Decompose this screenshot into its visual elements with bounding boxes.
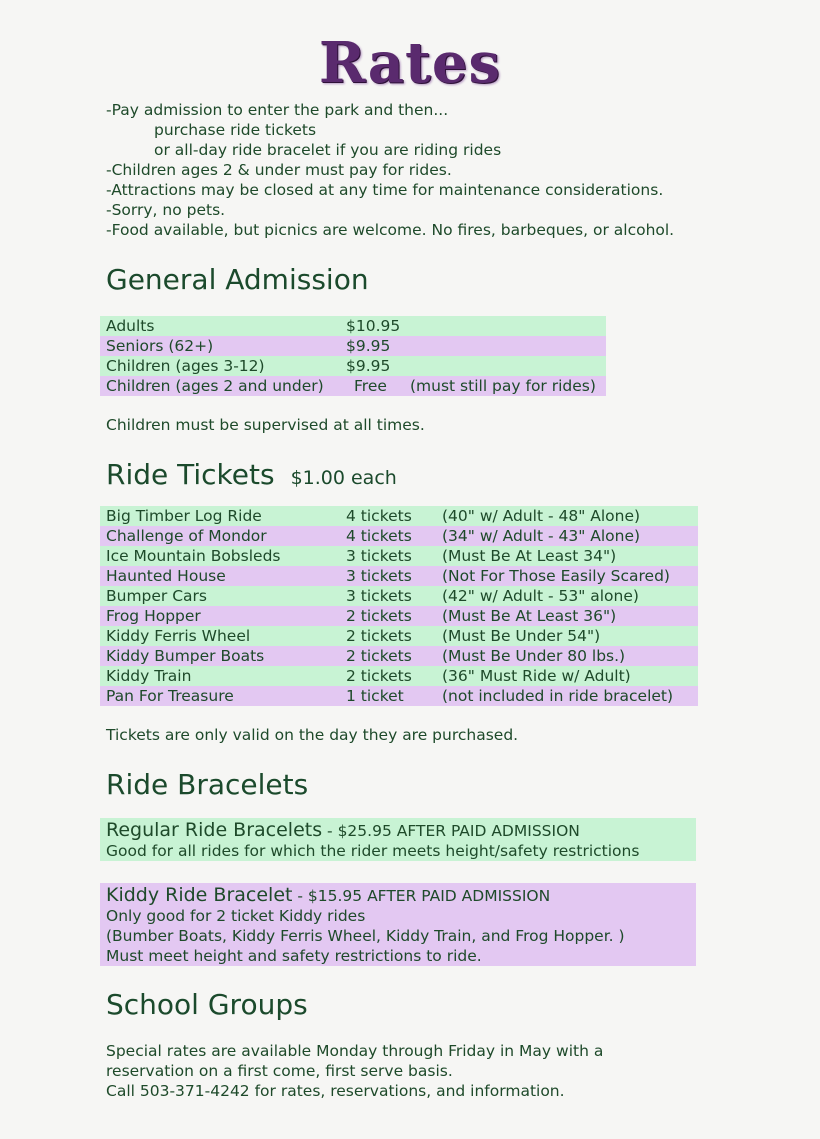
intro-line: -Children ages 2 & under must pay for rides. <box>106 161 452 179</box>
regular-bracelet-title <box>106 820 690 841</box>
admission-table <box>100 316 606 396</box>
intro-notes <box>106 100 674 240</box>
table-row <box>100 356 606 376</box>
ride-name: Big Timber Log Ride <box>106 507 262 525</box>
ride-ticket-count: 3 tickets <box>346 587 412 605</box>
school-groups-line: reservation on a first come, first serve basis. <box>106 1062 453 1080</box>
admission-price: $9.95 <box>346 337 391 355</box>
school-groups-line: Call 503-371-4242 for rates, reservations, and information. <box>106 1082 565 1100</box>
regular-bracelet-desc: Good for all rides for which the rider meets height/safety restrictions <box>106 842 640 860</box>
admission-label: Children (ages 3-12) <box>106 357 265 375</box>
ride-name: Challenge of Mondor <box>106 527 267 545</box>
table-row <box>100 526 698 546</box>
kiddy-bracelet-desc: Only good for 2 ticket Kiddy rides <box>106 907 366 925</box>
regular-bracelet-box <box>100 818 696 861</box>
ride-ticket-count: 2 tickets <box>346 627 412 645</box>
regular-bracelet-price: - $25.95 AFTER PAID ADMISSION <box>322 822 580 840</box>
kiddy-bracelet-desc: Must meet height and safety restrictions to ride. <box>106 947 482 965</box>
admission-label: Children (ages 2 and under) <box>106 377 324 395</box>
ride-name: Ice Mountain Bobsleds <box>106 547 281 565</box>
table-row <box>100 626 698 646</box>
admission-label: Seniors (62+) <box>106 337 214 355</box>
kiddy-bracelet-desc: (Bumber Boats, Kiddy Ferris Wheel, Kiddy Train, and Frog Hopper. ) <box>106 927 625 945</box>
ride-restriction: (not included in ride bracelet) <box>442 687 674 705</box>
school-groups-text <box>106 1041 603 1101</box>
kiddy-bracelet-price: - $15.95 AFTER PAID ADMISSION <box>292 887 551 905</box>
ride-restriction: (Not For Those Easily Scared) <box>442 567 670 585</box>
admission-footer: Children must be supervised at all times. <box>106 416 425 434</box>
ride-tickets-price: $1.00 each <box>290 467 397 489</box>
ride-bracelets-heading: Ride Bracelets <box>106 768 309 801</box>
ride-restriction: (34" w/ Adult - 43" Alone) <box>442 527 641 545</box>
ride-restriction: (Must Be Under 80 lbs.) <box>442 647 626 665</box>
ride-name: Frog Hopper <box>106 607 201 625</box>
ride-ticket-count: 1 ticket <box>346 687 404 705</box>
table-row <box>100 316 606 336</box>
table-row <box>100 666 698 686</box>
table-row <box>100 586 698 606</box>
intro-line: -Sorry, no pets. <box>106 201 226 219</box>
school-groups-line: Special rates are available Monday through Friday in May with a <box>106 1042 604 1060</box>
table-row <box>100 686 698 706</box>
ride-restriction: (36" Must Ride w/ Adult) <box>442 667 631 685</box>
ride-ticket-count: 3 tickets <box>346 547 412 565</box>
kiddy-bracelet-title <box>106 885 690 906</box>
ride-name: Bumper Cars <box>106 587 207 605</box>
ride-restriction: (Must Be Under 54") <box>442 627 601 645</box>
ride-restriction: (Must Be At Least 34") <box>442 547 617 565</box>
ride-name: Pan For Treasure <box>106 687 234 705</box>
intro-line: or all-day ride bracelet if you are riding rides <box>154 141 502 159</box>
ride-ticket-count: 3 tickets <box>346 567 412 585</box>
table-row <box>100 606 698 626</box>
intro-line: -Attractions may be closed at any time for maintenance considerations. <box>106 181 664 199</box>
school-groups-heading: School Groups <box>106 988 308 1021</box>
ride-restriction: (Must Be At Least 36") <box>442 607 617 625</box>
table-row <box>100 646 698 666</box>
ride-name: Kiddy Train <box>106 667 192 685</box>
admission-price: $10.95 <box>346 317 401 335</box>
ride-tickets-table <box>100 506 698 706</box>
table-row <box>100 566 698 586</box>
ride-tickets-footer: Tickets are only valid on the day they are purchased. <box>106 726 519 744</box>
intro-line: -Pay admission to enter the park and then... <box>106 101 449 119</box>
table-row <box>100 376 606 396</box>
table-row <box>100 336 606 356</box>
ride-ticket-count: 2 tickets <box>346 647 412 665</box>
kiddy-bracelet-name: Kiddy Ride Bracelet <box>106 884 293 906</box>
ride-name: Kiddy Ferris Wheel <box>106 627 251 645</box>
ride-ticket-count: 4 tickets <box>346 507 412 525</box>
admission-note: (must still pay for rides) <box>410 377 596 395</box>
intro-line: purchase ride tickets <box>154 121 317 139</box>
page-title: Rates <box>318 30 502 96</box>
ride-ticket-count: 2 tickets <box>346 667 412 685</box>
ride-name: Haunted House <box>106 567 226 585</box>
admission-label: Adults <box>106 317 155 335</box>
general-admission-heading: General Admission <box>106 263 369 296</box>
admission-price: Free <box>354 377 387 395</box>
kiddy-bracelet-box <box>100 883 696 966</box>
ride-ticket-count: 4 tickets <box>346 527 412 545</box>
table-row <box>100 506 698 526</box>
ride-ticket-count: 2 tickets <box>346 607 412 625</box>
intro-line: -Food available, but picnics are welcome. No fires, barbeques, or alcohol. <box>106 221 675 239</box>
table-row <box>100 546 698 566</box>
ride-tickets-heading <box>106 458 397 491</box>
ride-restriction: (42" w/ Adult - 53" alone) <box>442 587 639 605</box>
ride-restriction: (40" w/ Adult - 48" Alone) <box>442 507 641 525</box>
admission-price: $9.95 <box>346 357 391 375</box>
ride-tickets-title: Ride Tickets <box>106 458 275 491</box>
ride-name: Kiddy Bumper Boats <box>106 647 265 665</box>
regular-bracelet-name: Regular Ride Bracelets <box>106 819 323 841</box>
